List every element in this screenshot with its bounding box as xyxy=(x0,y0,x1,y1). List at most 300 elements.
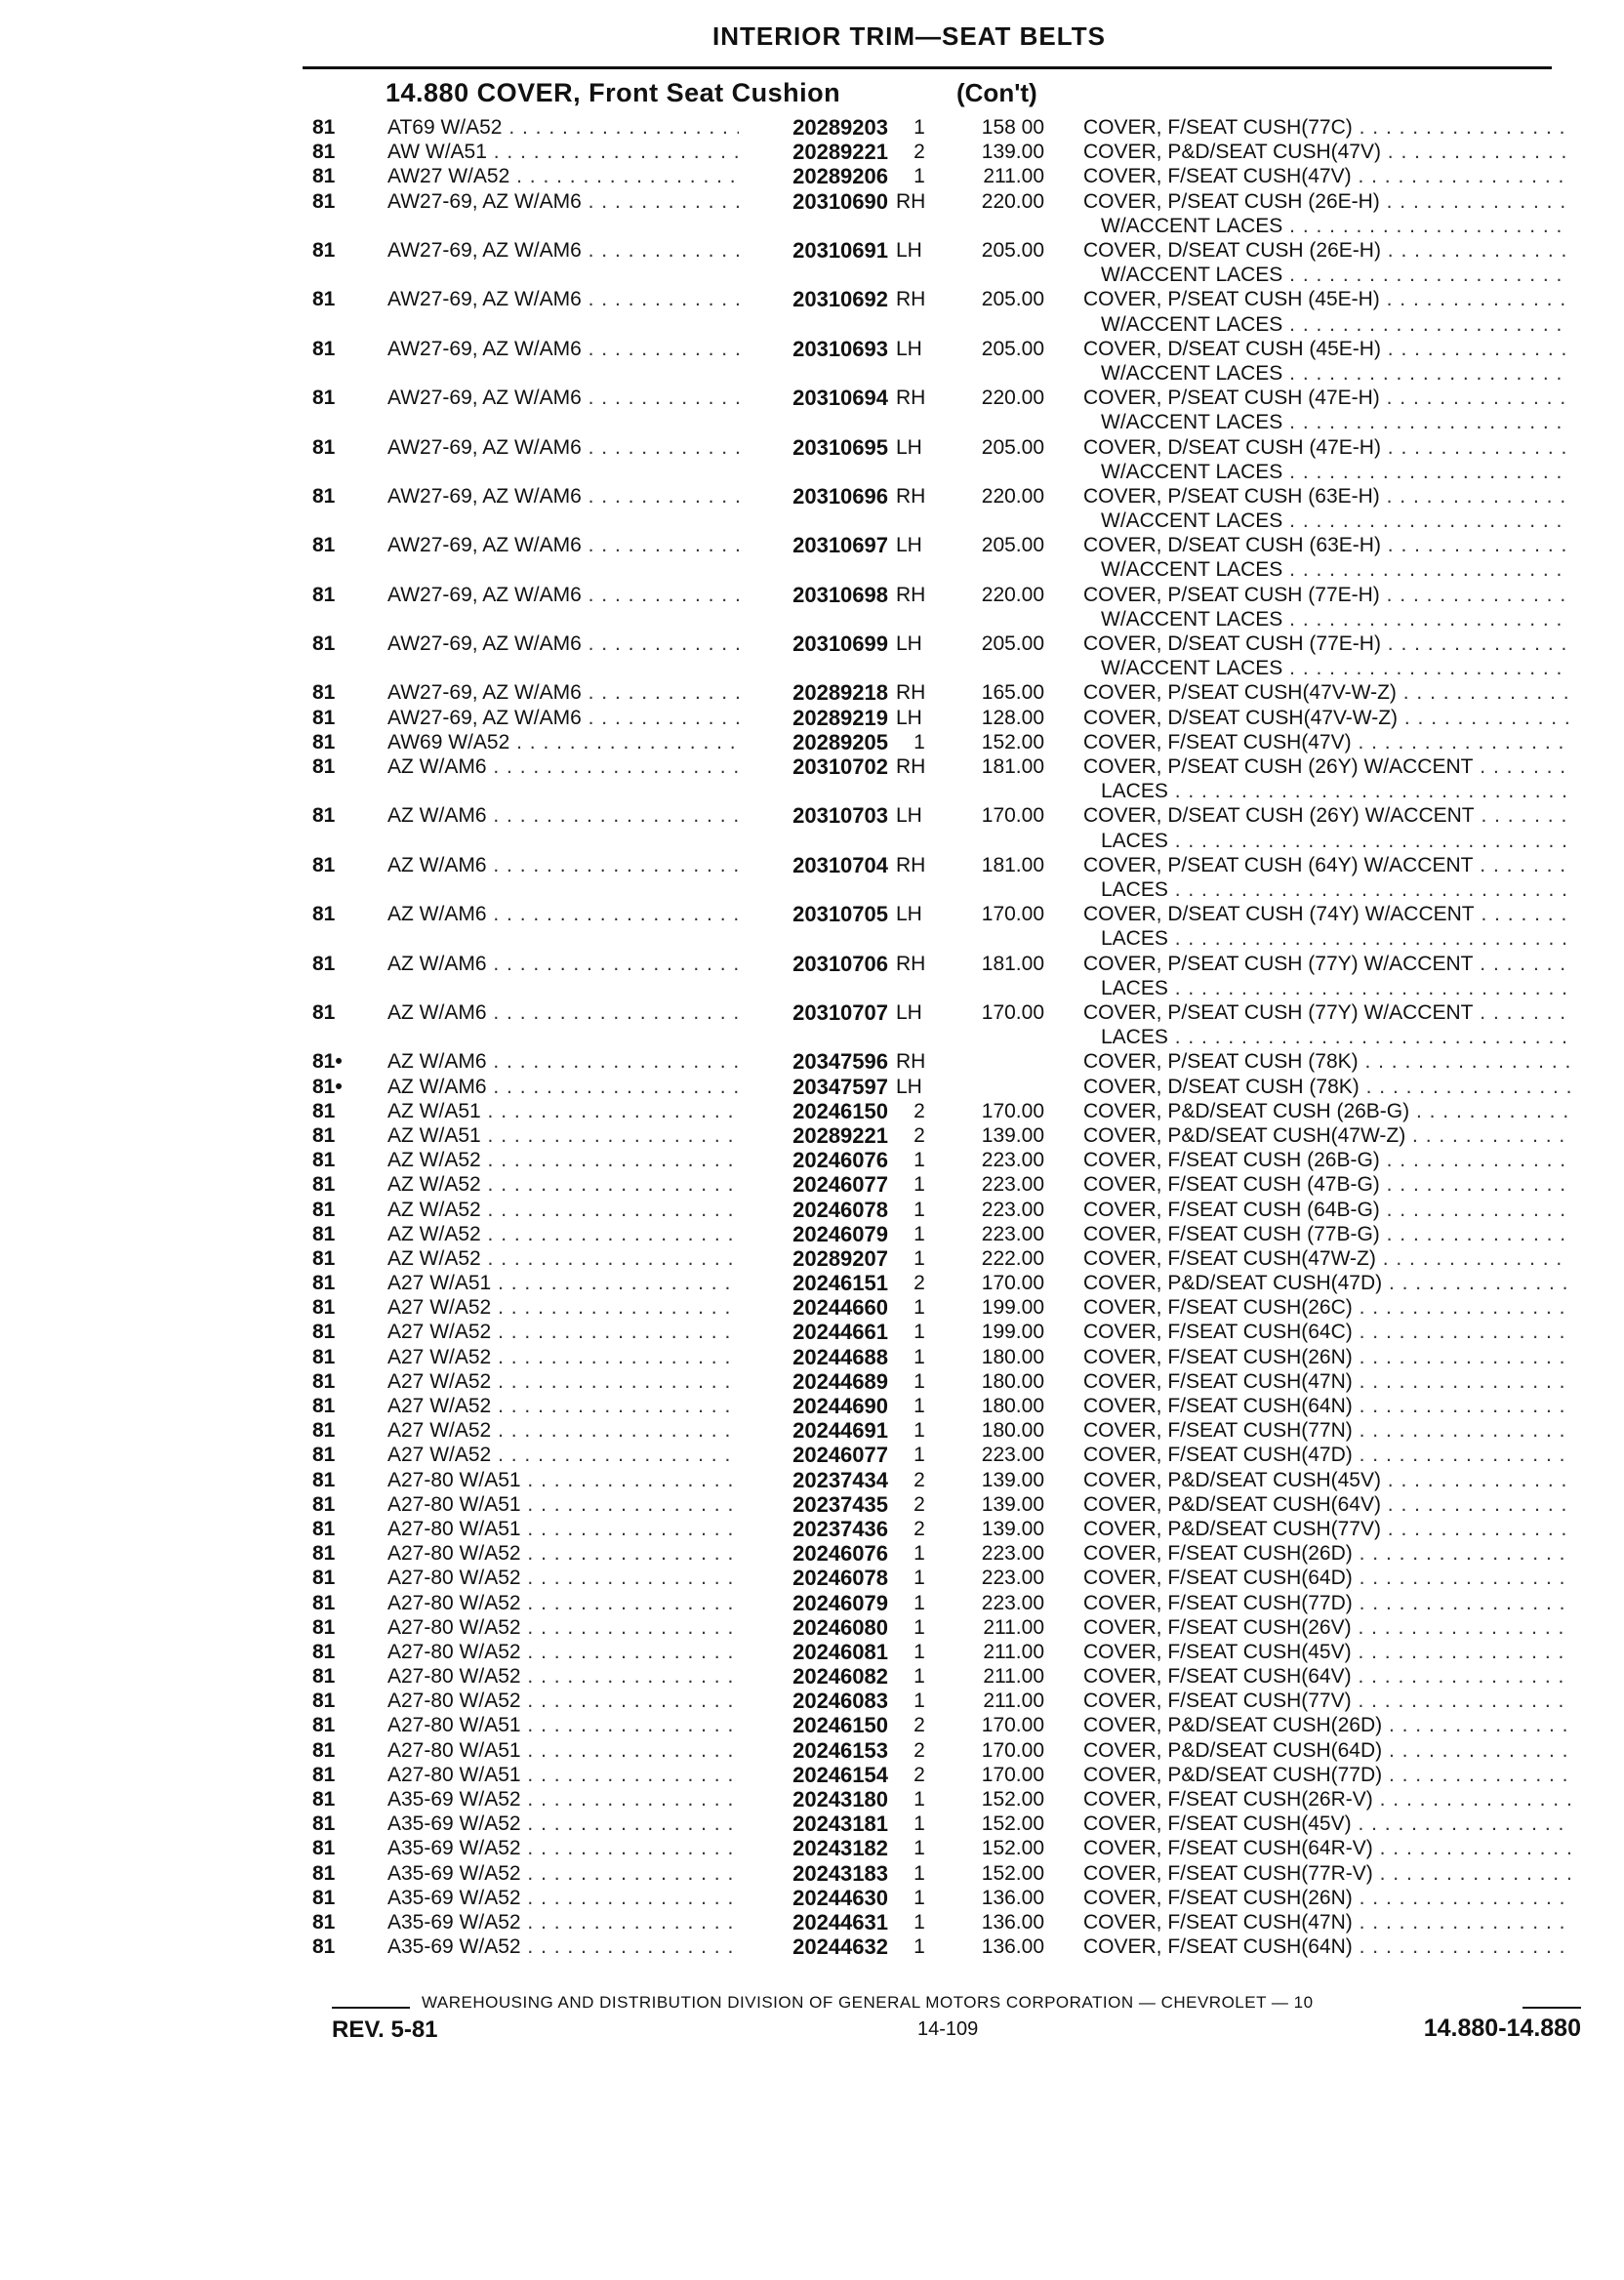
table-row xyxy=(312,1836,1571,1860)
model-cell: A27-80 W/A51 . . . xyxy=(387,1492,739,1517)
parts-table xyxy=(312,115,1571,1959)
quantity-cell: RH xyxy=(896,853,926,876)
price-cell: 136.00 xyxy=(981,1910,1044,1934)
model-cell: A27-80 W/A52 . . . xyxy=(387,1566,739,1590)
price-cell: 139.00 xyxy=(981,1468,1044,1491)
model-cell: A35-69 W/A52 . . . xyxy=(387,1886,739,1910)
price-cell: 170.00 xyxy=(981,1272,1044,1295)
part-number-cell: 20246153 xyxy=(792,1737,888,1763)
part-number-cell: 20243182 xyxy=(792,1836,888,1861)
description-cell xyxy=(1083,1295,1571,1320)
part-number-cell: 20246076 xyxy=(792,1541,888,1567)
quantity-cell: 2 xyxy=(914,1517,925,1540)
description-line: COVER, F/SEAT CUSH(77V) . . . xyxy=(1083,1689,1571,1713)
description-continuation: W/ACCENT LACES . . . xyxy=(1083,263,1571,287)
description-cell xyxy=(1083,1172,1571,1197)
table-row xyxy=(312,706,1571,730)
model-cell: AW W/A51 . . . xyxy=(387,140,739,164)
price-cell: 170.00 xyxy=(981,1763,1044,1786)
part-number-cell: 20244691 xyxy=(792,1418,888,1444)
model-cell: A35-69 W/A52 . . . xyxy=(387,1910,739,1934)
table-row xyxy=(312,1123,1571,1148)
part-number-cell: 20347596 xyxy=(792,1049,888,1075)
table-row xyxy=(312,140,1571,164)
part-number-cell: 20310691 xyxy=(792,237,888,263)
quantity-cell: LH xyxy=(896,632,922,656)
table-row xyxy=(312,1345,1571,1369)
quantity-cell: 1 xyxy=(914,1369,925,1393)
part-number-cell: 20347597 xyxy=(792,1074,888,1099)
model-cell: AW27-69, AZ W/AM6 . . . xyxy=(387,287,739,311)
description-line: COVER, P&D/SEAT CUSH (26B-G) . . . xyxy=(1083,1099,1571,1123)
table-row xyxy=(312,287,1571,336)
year-cell: 81 xyxy=(312,1690,336,1713)
part-number-cell: 20243180 xyxy=(792,1787,888,1812)
section-title: 14.880 COVER, Front Seat Cushion xyxy=(386,78,841,107)
quantity-cell: RH xyxy=(896,755,926,779)
price-cell: 205.00 xyxy=(981,337,1044,360)
model-cell: AW27 W/A52 . . . xyxy=(387,164,739,188)
price-cell: 223.00 xyxy=(981,1222,1044,1245)
model-cell: A35-69 W/A52 . . . xyxy=(387,1836,739,1860)
year-cell: 81 xyxy=(312,730,336,753)
model-cell: A27 W/A52 . . . xyxy=(387,1345,739,1369)
table-row xyxy=(312,1148,1571,1172)
quantity-cell: 1 xyxy=(914,1935,925,1959)
price-cell: 199.00 xyxy=(981,1296,1044,1320)
model-cell: AZ W/AM6 . . . xyxy=(387,803,739,828)
description-cell xyxy=(1083,1394,1571,1418)
part-number-cell: 20246078 xyxy=(792,1566,888,1591)
year-cell: 81 xyxy=(312,165,336,188)
year-cell: 81 xyxy=(312,116,336,139)
price-cell: 139.00 xyxy=(981,1123,1044,1147)
table-row xyxy=(312,680,1571,705)
model-cell: AZ W/A52 . . . xyxy=(387,1246,739,1271)
table-row xyxy=(312,189,1571,238)
quantity-cell: 1 xyxy=(914,1837,925,1860)
description-cell xyxy=(1083,730,1571,754)
model-cell: AW69 W/A52 . . . xyxy=(387,730,739,754)
quantity-cell: 2 xyxy=(914,1763,925,1786)
quantity-cell: LH xyxy=(896,706,922,729)
table-row xyxy=(312,1075,1571,1099)
part-number-cell: 20237435 xyxy=(792,1491,888,1517)
table-row xyxy=(312,1198,1571,1222)
model-cell: A27 W/A52 . . . xyxy=(387,1394,739,1418)
description-line: COVER, F/SEAT CUSH(64R-V) . . . xyxy=(1083,1836,1571,1860)
table-row xyxy=(312,1566,1571,1590)
model-cell: AZ W/AM6 . . . xyxy=(387,1049,739,1074)
header-rule xyxy=(303,66,1552,69)
description-line: COVER, F/SEAT CUSH(26C) . . . xyxy=(1083,1295,1571,1320)
quantity-cell: 1 xyxy=(914,1640,925,1663)
price-cell: 170.00 xyxy=(981,804,1044,828)
part-number-cell: 20289205 xyxy=(792,729,888,754)
part-number-cell: 20237436 xyxy=(792,1516,888,1541)
quantity-cell: 1 xyxy=(914,1910,925,1934)
description-line: COVER, F/SEAT CUSH(64C) . . . xyxy=(1083,1320,1571,1344)
footer-organization: WAREHOUSING AND DISTRIBUTION DIVISION OF GENERAL MOTORS CORPORATION — CHEVROLET — 10 xyxy=(422,1993,1314,2012)
description-cell xyxy=(1083,680,1571,705)
description-line: COVER, P/SEAT CUSH (63E-H) . . . xyxy=(1083,484,1571,509)
price-cell: 136.00 xyxy=(981,1886,1044,1909)
part-number-cell: 20310706 xyxy=(792,951,888,976)
price-cell: 170.00 xyxy=(981,1738,1044,1762)
price-cell: 139.00 xyxy=(981,141,1044,164)
price-cell: 180.00 xyxy=(981,1345,1044,1368)
model-cell: AW27-69, AZ W/AM6 . . . xyxy=(387,238,739,263)
description-continuation: LACES . . . xyxy=(1083,926,1571,951)
description-cell xyxy=(1083,754,1571,803)
description-cell xyxy=(1083,1517,1571,1541)
description-continuation: W/ACCENT LACES . . . xyxy=(1083,361,1571,386)
table-row xyxy=(312,1492,1571,1517)
description-continuation: LACES . . . xyxy=(1083,877,1571,902)
year-cell: 81 xyxy=(312,1640,336,1663)
quantity-cell: 1 xyxy=(914,1198,925,1221)
year-cell: 81 xyxy=(312,1567,336,1590)
table-row xyxy=(312,803,1571,852)
model-cell: A27-80 W/A52 . . . xyxy=(387,1615,739,1640)
description-line: COVER, F/SEAT CUSH(64N) . . . xyxy=(1083,1934,1571,1959)
model-cell: AZ W/A52 . . . xyxy=(387,1148,739,1172)
description-cell xyxy=(1083,1591,1571,1615)
part-number-cell: 20289221 xyxy=(792,1122,888,1148)
page-footer xyxy=(332,1991,1581,2050)
description-line: COVER, F/SEAT CUSH(47W-Z) . . . xyxy=(1083,1246,1571,1271)
model-cell: AW27-69, AZ W/AM6 . . . xyxy=(387,706,739,730)
quantity-cell: 2 xyxy=(914,1123,925,1147)
year-cell: 81 xyxy=(312,1395,336,1417)
model-cell: AZ W/AM6 . . . xyxy=(387,853,739,877)
table-row xyxy=(312,1934,1571,1959)
table-row xyxy=(312,1443,1571,1467)
price-cell: 170.00 xyxy=(981,1714,1044,1737)
table-row xyxy=(312,1664,1571,1689)
description-cell xyxy=(1083,1222,1571,1246)
quantity-cell: 1 xyxy=(914,1296,925,1320)
description-line: COVER, P&D/SEAT CUSH(64D) . . . xyxy=(1083,1738,1571,1763)
price-cell: 220.00 xyxy=(981,387,1044,410)
price-cell: 211.00 xyxy=(983,1615,1044,1639)
year-cell: 81 xyxy=(312,1000,336,1024)
description-continuation: LACES . . . xyxy=(1083,779,1571,803)
description-line: COVER, F/SEAT CUSH(26R-V) . . . xyxy=(1083,1787,1571,1812)
quantity-cell: 2 xyxy=(914,1492,925,1516)
quantity-cell: LH xyxy=(896,1000,922,1024)
description-continuation: W/ACCENT LACES . . . xyxy=(1083,214,1571,238)
description-line: COVER, F/SEAT CUSH(45V) . . . xyxy=(1083,1640,1571,1664)
quantity-cell: 1 xyxy=(914,1149,925,1172)
description-cell xyxy=(1083,337,1571,386)
description-line: COVER, P/SEAT CUSH (64Y) W/ACCENT . . . xyxy=(1083,853,1571,877)
model-cell: AW27-69, AZ W/AM6 . . . xyxy=(387,386,739,410)
price-cell: 223.00 xyxy=(981,1444,1044,1467)
year-cell: 81 xyxy=(312,238,336,262)
model-cell: A27-80 W/A52 . . . xyxy=(387,1591,739,1615)
model-cell: AW27-69, AZ W/AM6 . . . xyxy=(387,189,739,214)
part-number-cell: 20244688 xyxy=(792,1344,888,1369)
year-cell: 81 xyxy=(312,853,336,876)
part-number-cell: 20246080 xyxy=(792,1614,888,1640)
description-line: COVER, F/SEAT CUSH(26D) . . . xyxy=(1083,1541,1571,1566)
table-row xyxy=(312,1049,1571,1074)
price-cell: 222.00 xyxy=(981,1246,1044,1270)
year-cell: 81 xyxy=(312,1542,336,1566)
description-line: COVER, F/SEAT CUSH (26B-G) . . . xyxy=(1083,1148,1571,1172)
description-line: COVER, D/SEAT CUSH (47E-H) . . . xyxy=(1083,435,1571,460)
table-row xyxy=(312,1689,1571,1713)
price-cell: 158 00 xyxy=(981,116,1044,139)
part-number-cell: 20244631 xyxy=(792,1909,888,1934)
table-row xyxy=(312,853,1571,902)
year-cell: 81 xyxy=(312,1886,336,1909)
model-cell: AZ W/A51 . . . xyxy=(387,1099,739,1123)
table-row xyxy=(312,1591,1571,1615)
description-line: COVER, F/SEAT CUSH(64N) . . . xyxy=(1083,1394,1571,1418)
table-row xyxy=(312,386,1571,434)
description-line: COVER, D/SEAT CUSH(47V-W-Z) . . . xyxy=(1083,706,1571,730)
description-line: COVER, F/SEAT CUSH(77N) . . . xyxy=(1083,1418,1571,1443)
description-line: COVER, D/SEAT CUSH (74Y) W/ACCENT . . . xyxy=(1083,902,1571,926)
price-cell: 211.00 xyxy=(983,1665,1044,1689)
table-row xyxy=(312,754,1571,803)
quantity-cell: RH xyxy=(896,583,926,606)
description-cell xyxy=(1083,1075,1571,1099)
quantity-cell: 1 xyxy=(914,1665,925,1689)
table-row xyxy=(312,1468,1571,1492)
description-cell xyxy=(1083,1369,1571,1394)
table-row xyxy=(312,1295,1571,1320)
description-continuation: W/ACCENT LACES . . . xyxy=(1083,410,1571,434)
part-number-cell: 20310697 xyxy=(792,533,888,558)
table-row xyxy=(312,1886,1571,1910)
description-cell xyxy=(1083,1812,1571,1836)
table-row xyxy=(312,952,1571,1000)
model-cell: A27-80 W/A51 . . . xyxy=(387,1517,739,1541)
model-cell: AT69 W/A52 . . . xyxy=(387,115,739,140)
price-cell: 152.00 xyxy=(981,1861,1044,1885)
part-number-cell: 20244632 xyxy=(792,1934,888,1960)
quantity-cell: RH xyxy=(896,681,926,705)
quantity-cell: 1 xyxy=(914,1591,925,1614)
table-row xyxy=(312,1763,1571,1787)
description-line: COVER, F/SEAT CUSH(47N) . . . xyxy=(1083,1369,1571,1394)
price-cell: 181.00 xyxy=(981,853,1044,876)
model-cell: AW27-69, AZ W/AM6 . . . xyxy=(387,484,739,509)
year-cell: 81 xyxy=(312,1123,336,1147)
description-cell xyxy=(1083,1738,1571,1763)
quantity-cell: RH xyxy=(896,288,926,311)
description-cell xyxy=(1083,238,1571,287)
part-number-cell: 20244630 xyxy=(792,1885,888,1910)
quantity-cell: 1 xyxy=(914,1444,925,1467)
description-cell xyxy=(1083,1664,1571,1689)
price-cell: 223.00 xyxy=(981,1591,1044,1614)
part-number-cell: 20246151 xyxy=(792,1271,888,1296)
price-cell: 152.00 xyxy=(981,730,1044,753)
description-line: COVER, D/SEAT CUSH (45E-H) . . . xyxy=(1083,337,1571,361)
description-continuation: LACES . . . xyxy=(1083,1025,1571,1049)
year-cell: 81 xyxy=(312,1321,336,1344)
year-cell: 81 xyxy=(312,189,336,213)
table-row xyxy=(312,1394,1571,1418)
model-cell: A35-69 W/A52 . . . xyxy=(387,1934,739,1959)
part-number-cell: 20289207 xyxy=(792,1245,888,1271)
description-line: COVER, P&D/SEAT CUSH(47D) . . . xyxy=(1083,1271,1571,1295)
footer-section-range: 14.880-14.880 xyxy=(1423,2015,1581,2042)
description-line: COVER, P/SEAT CUSH (45E-H) . . . xyxy=(1083,287,1571,311)
year-cell: 81 xyxy=(312,1763,336,1786)
description-line: COVER, P/SEAT CUSH (26E-H) . . . xyxy=(1083,189,1571,214)
description-line: COVER, P&D/SEAT CUSH(64V) . . . xyxy=(1083,1492,1571,1517)
description-line: COVER, F/SEAT CUSH(26N) . . . xyxy=(1083,1886,1571,1910)
description-line: COVER, F/SEAT CUSH(47V) . . . xyxy=(1083,730,1571,754)
price-cell: 211.00 xyxy=(983,1690,1044,1713)
quantity-cell: RH xyxy=(896,387,926,410)
table-row xyxy=(312,1541,1571,1566)
table-row xyxy=(312,533,1571,582)
year-cell: 81 xyxy=(312,534,336,557)
part-number-cell: 20243183 xyxy=(792,1860,888,1886)
table-row xyxy=(312,1615,1571,1640)
description-cell xyxy=(1083,1418,1571,1443)
section-heading xyxy=(386,78,1361,117)
part-number-cell: 20244689 xyxy=(792,1368,888,1394)
part-number-cell: 20310690 xyxy=(792,188,888,214)
table-row xyxy=(312,1246,1571,1271)
part-number-cell: 20246081 xyxy=(792,1639,888,1664)
price-cell: 199.00 xyxy=(981,1321,1044,1344)
model-cell: AW27-69, AZ W/AM6 . . . xyxy=(387,680,739,705)
description-cell xyxy=(1083,1836,1571,1860)
part-number-cell: 20310705 xyxy=(792,902,888,927)
part-number-cell: 20310695 xyxy=(792,434,888,460)
part-number-cell: 20310707 xyxy=(792,999,888,1025)
description-cell xyxy=(1083,853,1571,902)
quantity-cell: 1 xyxy=(914,1615,925,1639)
price-cell: 180.00 xyxy=(981,1419,1044,1443)
page-header xyxy=(303,21,1552,78)
quantity-cell: 1 xyxy=(914,1222,925,1245)
model-cell: AZ W/A51 . . . xyxy=(387,1123,739,1148)
model-cell: A27-80 W/A51 . . . xyxy=(387,1713,739,1737)
model-cell: AZ W/A52 . . . xyxy=(387,1172,739,1197)
description-cell xyxy=(1083,803,1571,852)
year-cell: 81 xyxy=(312,1173,336,1197)
year-cell: 81 xyxy=(312,141,336,164)
model-cell: A27 W/A52 . . . xyxy=(387,1320,739,1344)
model-cell: A35-69 W/A52 . . . xyxy=(387,1787,739,1812)
quantity-cell: RH xyxy=(896,189,926,213)
year-cell: 81 xyxy=(312,1246,336,1270)
description-cell xyxy=(1083,1443,1571,1467)
description-continuation: W/ACCENT LACES . . . xyxy=(1083,607,1571,631)
quantity-cell: 2 xyxy=(914,1272,925,1295)
price-cell: 220.00 xyxy=(981,189,1044,213)
description-line: COVER, D/SEAT CUSH (63E-H) . . . xyxy=(1083,533,1571,557)
quantity-cell: LH xyxy=(896,435,922,459)
description-continuation: W/ACCENT LACES . . . xyxy=(1083,509,1571,533)
year-cell: 81 xyxy=(312,1615,336,1639)
part-number-cell: 20246083 xyxy=(792,1689,888,1714)
part-number-cell: 20310696 xyxy=(792,483,888,509)
part-number-cell: 20289218 xyxy=(792,680,888,706)
quantity-cell: 2 xyxy=(914,1468,925,1491)
model-cell: A35-69 W/A52 . . . xyxy=(387,1861,739,1886)
year-cell: 81 xyxy=(312,1517,336,1540)
part-number-cell: 20246082 xyxy=(792,1664,888,1690)
model-cell: AW27-69, AZ W/AM6 . . . xyxy=(387,533,739,557)
year-cell: 81 xyxy=(312,1591,336,1614)
model-cell: A27-80 W/A52 . . . xyxy=(387,1664,739,1689)
part-number-cell: 20310703 xyxy=(792,803,888,829)
quantity-cell: LH xyxy=(896,238,922,262)
year-cell: 81 xyxy=(312,1492,336,1516)
price-cell: 170.00 xyxy=(981,1099,1044,1122)
description-continuation: LACES . . . xyxy=(1083,829,1571,853)
year-cell: 81 xyxy=(312,804,336,828)
quantity-cell: 1 xyxy=(914,1419,925,1443)
table-row xyxy=(312,1418,1571,1443)
description-cell xyxy=(1083,902,1571,951)
description-cell xyxy=(1083,952,1571,1000)
table-row xyxy=(312,1640,1571,1664)
description-line: COVER, F/SEAT CUSH(77D) . . . xyxy=(1083,1591,1571,1615)
description-cell xyxy=(1083,1787,1571,1812)
model-cell: A35-69 W/A52 . . . xyxy=(387,1812,739,1836)
table-row xyxy=(312,435,1571,484)
quantity-cell: RH xyxy=(896,484,926,508)
table-row xyxy=(312,1812,1571,1836)
model-cell: A27-80 W/A52 . . . xyxy=(387,1640,739,1664)
year-cell: 81 xyxy=(312,288,336,311)
price-cell: 205.00 xyxy=(981,238,1044,262)
year-cell: 81 xyxy=(312,1861,336,1885)
table-row xyxy=(312,730,1571,754)
model-cell: AW27-69, AZ W/AM6 . . . xyxy=(387,435,739,460)
price-cell: 181.00 xyxy=(981,755,1044,779)
year-cell: 81 xyxy=(312,1738,336,1762)
table-row xyxy=(312,1713,1571,1737)
part-number-cell: 20246077 xyxy=(792,1172,888,1198)
section-continued-label: (Con't) xyxy=(956,78,1037,107)
quantity-cell: 1 xyxy=(914,1395,925,1417)
year-cell: 81 xyxy=(312,1935,336,1959)
description-line: COVER, F/SEAT CUSH(47D) . . . xyxy=(1083,1443,1571,1467)
part-number-cell: 20246077 xyxy=(792,1443,888,1468)
model-cell: AZ W/AM6 . . . xyxy=(387,1075,739,1099)
description-cell xyxy=(1083,1468,1571,1492)
description-cell xyxy=(1083,1099,1571,1123)
description-line: COVER, D/SEAT CUSH (78K) . . . xyxy=(1083,1075,1571,1099)
year-cell: 81 xyxy=(312,1910,336,1934)
price-cell: 211.00 xyxy=(983,165,1044,188)
description-cell xyxy=(1083,189,1571,238)
year-cell: 81 xyxy=(312,1369,336,1393)
price-cell: 220.00 xyxy=(981,583,1044,606)
model-cell: AW27-69, AZ W/AM6 . . . xyxy=(387,631,739,656)
part-number-cell: 20310699 xyxy=(792,631,888,657)
year-cell: 81 xyxy=(312,1296,336,1320)
description-cell xyxy=(1083,1345,1571,1369)
model-cell: AZ W/AM6 . . . xyxy=(387,952,739,976)
description-line: COVER, F/SEAT CUSH(77C) . . . xyxy=(1083,115,1571,140)
part-number-cell: 20246150 xyxy=(792,1098,888,1123)
quantity-cell: 1 xyxy=(914,165,925,188)
description-cell xyxy=(1083,1246,1571,1271)
